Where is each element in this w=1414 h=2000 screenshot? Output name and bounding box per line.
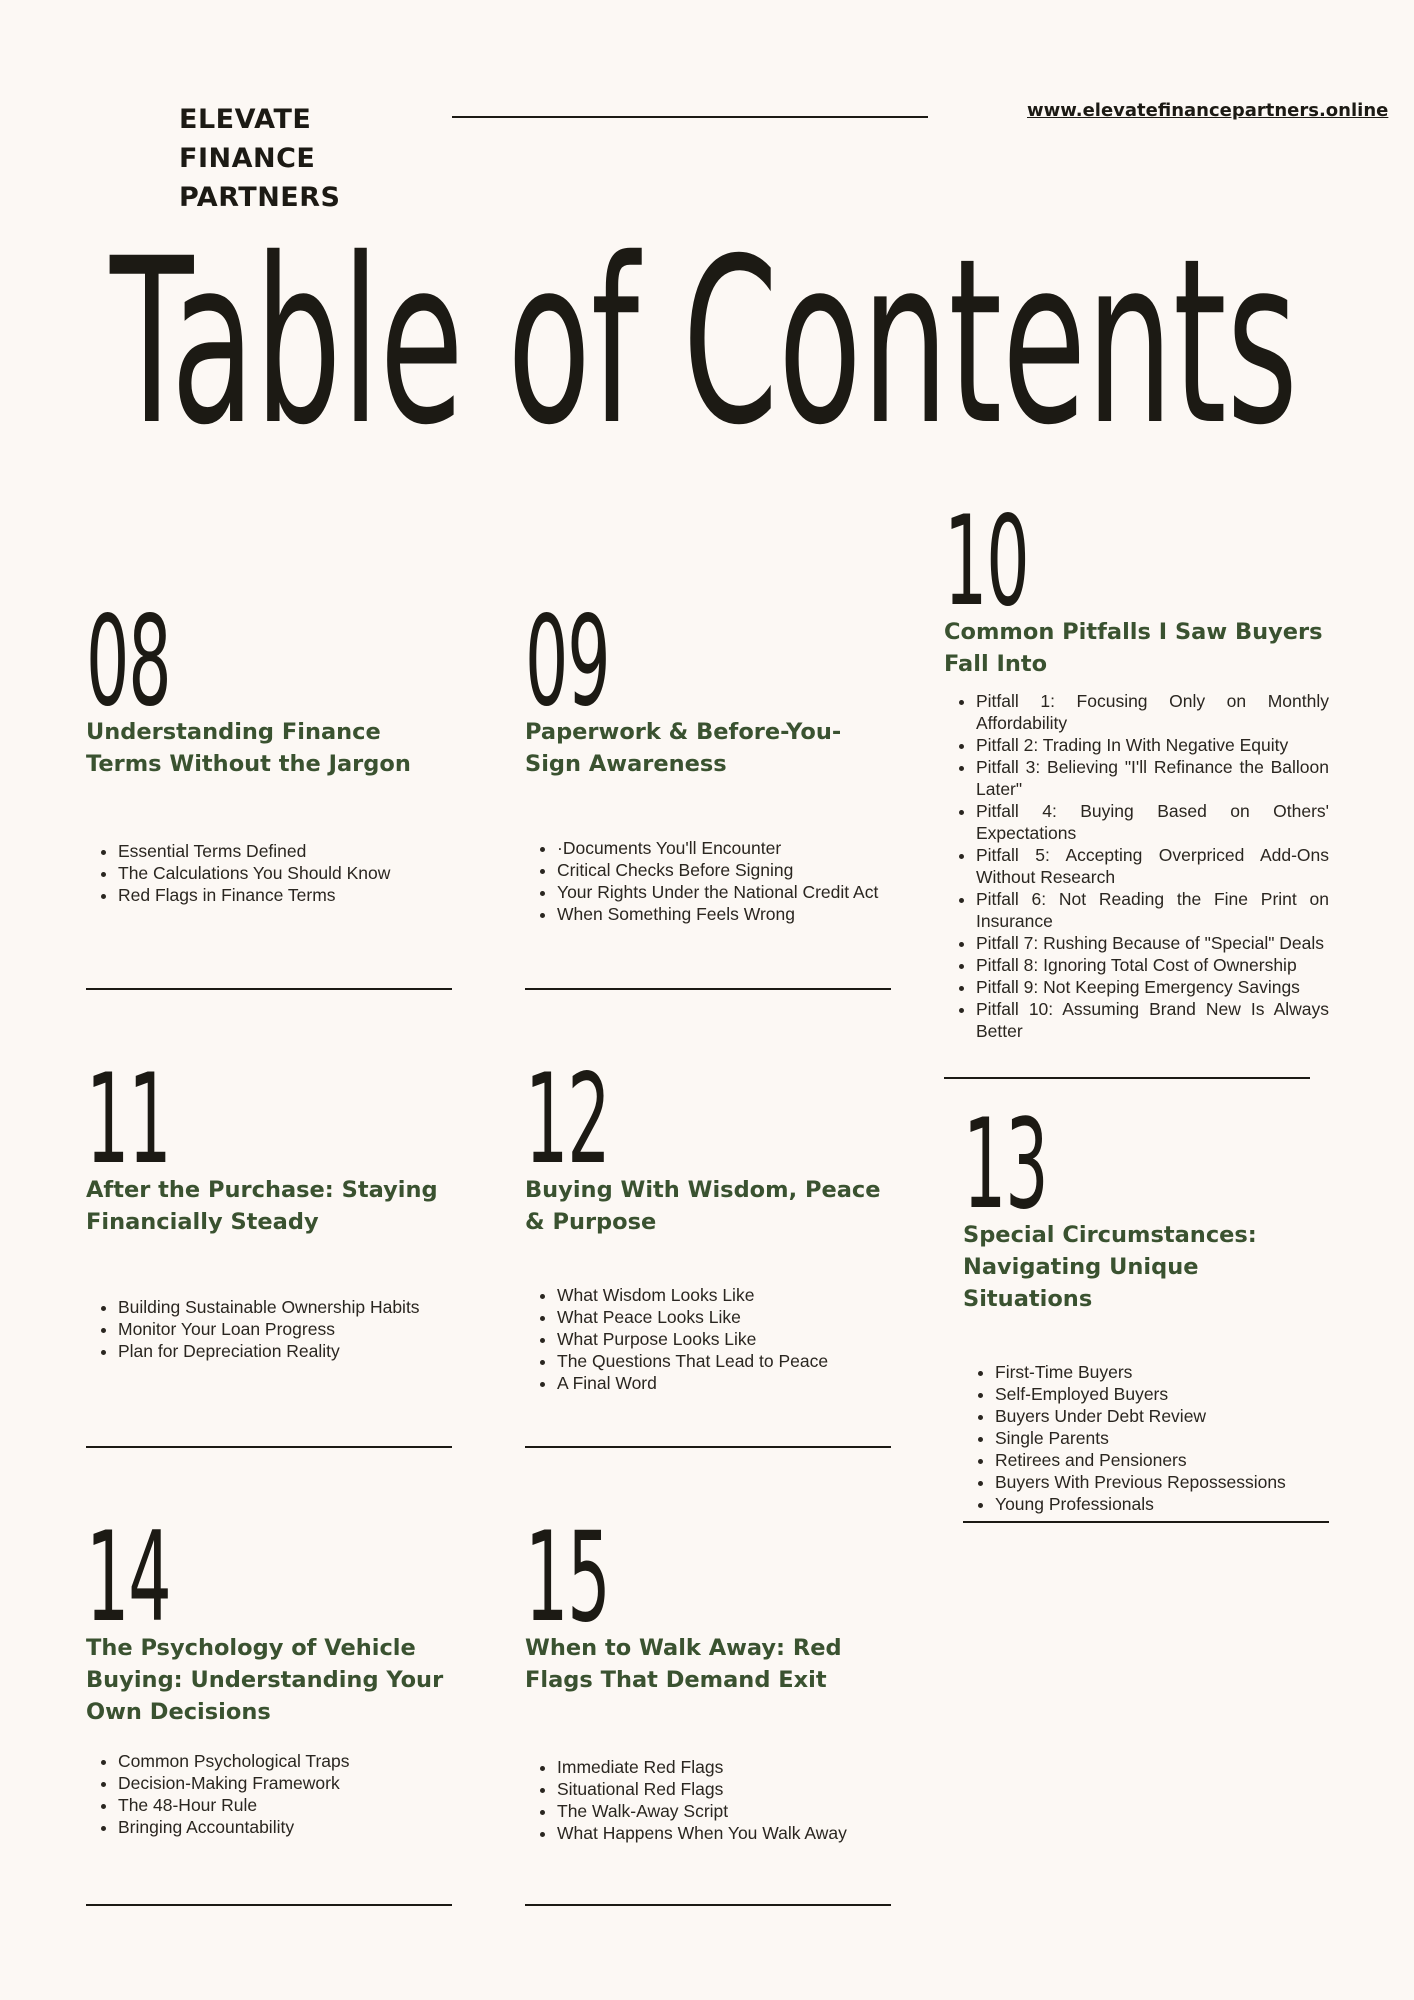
list-item: • The Calculations You Should Know <box>118 862 452 884</box>
list-item: • Your Rights Under the National Credit Act <box>557 881 891 903</box>
section-topics <box>525 837 891 925</box>
section-number: 14 <box>86 1506 171 1650</box>
list-item: • The 48-Hour Rule <box>118 1794 452 1816</box>
list-item: • What Wisdom Looks Like <box>557 1284 891 1306</box>
section-divider <box>525 1904 891 1906</box>
list-item: • Essential Terms Defined <box>118 840 452 862</box>
list-item: • Common Psychological Traps <box>118 1750 452 1772</box>
section-topics <box>525 1756 891 1844</box>
section-15 <box>525 1506 891 1844</box>
section-divider <box>963 1521 1329 1523</box>
list-item: • Pitfall 8: Ignoring Total Cost of Ownership <box>976 954 1329 976</box>
section-divider <box>86 1446 452 1448</box>
section-number: 08 <box>86 590 171 734</box>
brand-logo <box>179 100 340 217</box>
list-item: • Bringing Accountability <box>118 1816 452 1838</box>
section-title[interactable]: Common Pitfalls I Saw Buyers Fall Into <box>944 619 1323 677</box>
list-item: • Pitfall 4: Buying Based on Others' Expectations <box>976 800 1329 844</box>
section-number: 12 <box>525 1048 610 1192</box>
list-item: • Buyers Under Debt Review <box>995 1405 1329 1427</box>
section-divider <box>86 1904 452 1906</box>
section-topics <box>944 690 1329 1042</box>
list-item: • Plan for Depreciation Reality <box>118 1340 452 1362</box>
section-number: 09 <box>525 590 610 734</box>
list-item: • Retirees and Pensioners <box>995 1449 1329 1471</box>
section-11 <box>86 1048 452 1362</box>
list-item: • Pitfall 9: Not Keeping Emergency Savings <box>976 976 1329 998</box>
section-topics <box>86 840 452 906</box>
list-item: • Self-Employed Buyers <box>995 1383 1329 1405</box>
list-item: • Single Parents <box>995 1427 1329 1449</box>
section-12 <box>525 1048 891 1394</box>
list-item: • Pitfall 1: Focusing Only on Monthly Affordability <box>976 690 1329 734</box>
list-item: • Pitfall 6: Not Reading the Fine Print on Insurance <box>976 888 1329 932</box>
section-title[interactable]: The Psychology of Vehicle Buying: Understanding Your Own Decisions <box>86 1635 444 1725</box>
section-divider <box>86 988 452 990</box>
list-item: • Monitor Your Loan Progress <box>118 1318 452 1340</box>
list-item: • The Questions That Lead to Peace <box>557 1350 891 1372</box>
website-link[interactable]: www.elevatefinancepartners.online <box>1027 100 1389 121</box>
section-topics <box>86 1296 452 1362</box>
section-13 <box>963 1093 1329 1515</box>
list-item: • Situational Red Flags <box>557 1778 891 1800</box>
list-item: • Pitfall 2: Trading In With Negative Equity <box>976 734 1329 756</box>
list-item: • ·Documents You'll Encounter <box>557 837 891 859</box>
section-title[interactable]: Buying With Wisdom, Peace & Purpose <box>525 1177 881 1235</box>
section-10 <box>944 490 1329 1042</box>
section-number: 11 <box>86 1048 171 1192</box>
list-item: • Building Sustainable Ownership Habits <box>118 1296 452 1318</box>
section-topics <box>86 1750 452 1838</box>
list-item: • What Peace Looks Like <box>557 1306 891 1328</box>
list-item: • First-Time Buyers <box>995 1361 1329 1383</box>
section-number: 13 <box>963 1093 1048 1237</box>
section-divider <box>525 988 891 990</box>
list-item: • What Happens When You Walk Away <box>557 1822 891 1844</box>
list-item: • When Something Feels Wrong <box>557 903 891 925</box>
list-item: • Pitfall 3: Believing "I'll Refinance the Balloon Later" <box>976 756 1329 800</box>
list-item: • A Final Word <box>557 1372 891 1394</box>
section-topics <box>525 1284 891 1394</box>
list-item: • Red Flags in Finance Terms <box>118 884 452 906</box>
section-divider <box>944 1077 1310 1079</box>
section-title[interactable]: Paperwork & Before-You-Sign Awareness <box>525 719 842 777</box>
brand-line: ELEVATE <box>179 104 312 135</box>
section-title[interactable]: Special Circumstances: Navigating Unique Situations <box>963 1222 1257 1312</box>
list-item: • The Walk-Away Script <box>557 1800 891 1822</box>
section-title[interactable]: Understanding Finance Terms Without the Jargon <box>86 719 411 777</box>
list-item: • Pitfall 7: Rushing Because of "Special" Deals <box>976 932 1329 954</box>
section-14 <box>86 1506 452 1838</box>
section-title[interactable]: When to Walk Away: Red Flags That Demand Exit <box>525 1635 842 1693</box>
list-item: • What Purpose Looks Like <box>557 1328 891 1350</box>
list-item: • Critical Checks Before Signing <box>557 859 891 881</box>
header-divider <box>452 116 928 118</box>
section-topics <box>963 1361 1329 1515</box>
section-08 <box>86 590 452 906</box>
list-item: • Pitfall 10: Assuming Brand New Is Always Better <box>976 998 1329 1042</box>
section-number: 15 <box>525 1506 610 1650</box>
section-divider <box>525 1446 891 1448</box>
section-number: 10 <box>944 490 1029 634</box>
list-item: • Young Professionals <box>995 1493 1329 1515</box>
list-item: • Pitfall 5: Accepting Overpriced Add-Ons Without Research <box>976 844 1329 888</box>
section-title[interactable]: After the Purchase: Staying Financially Steady <box>86 1177 438 1235</box>
brand-line: FINANCE <box>179 143 316 174</box>
list-item: • Immediate Red Flags <box>557 1756 891 1778</box>
section-09 <box>525 590 891 925</box>
brand-line: PARTNERS <box>179 182 341 213</box>
list-item: • Decision-Making Framework <box>118 1772 452 1794</box>
list-item: • Buyers With Previous Repossessions <box>995 1471 1329 1493</box>
page-title: Table of Contents <box>110 209 1298 475</box>
